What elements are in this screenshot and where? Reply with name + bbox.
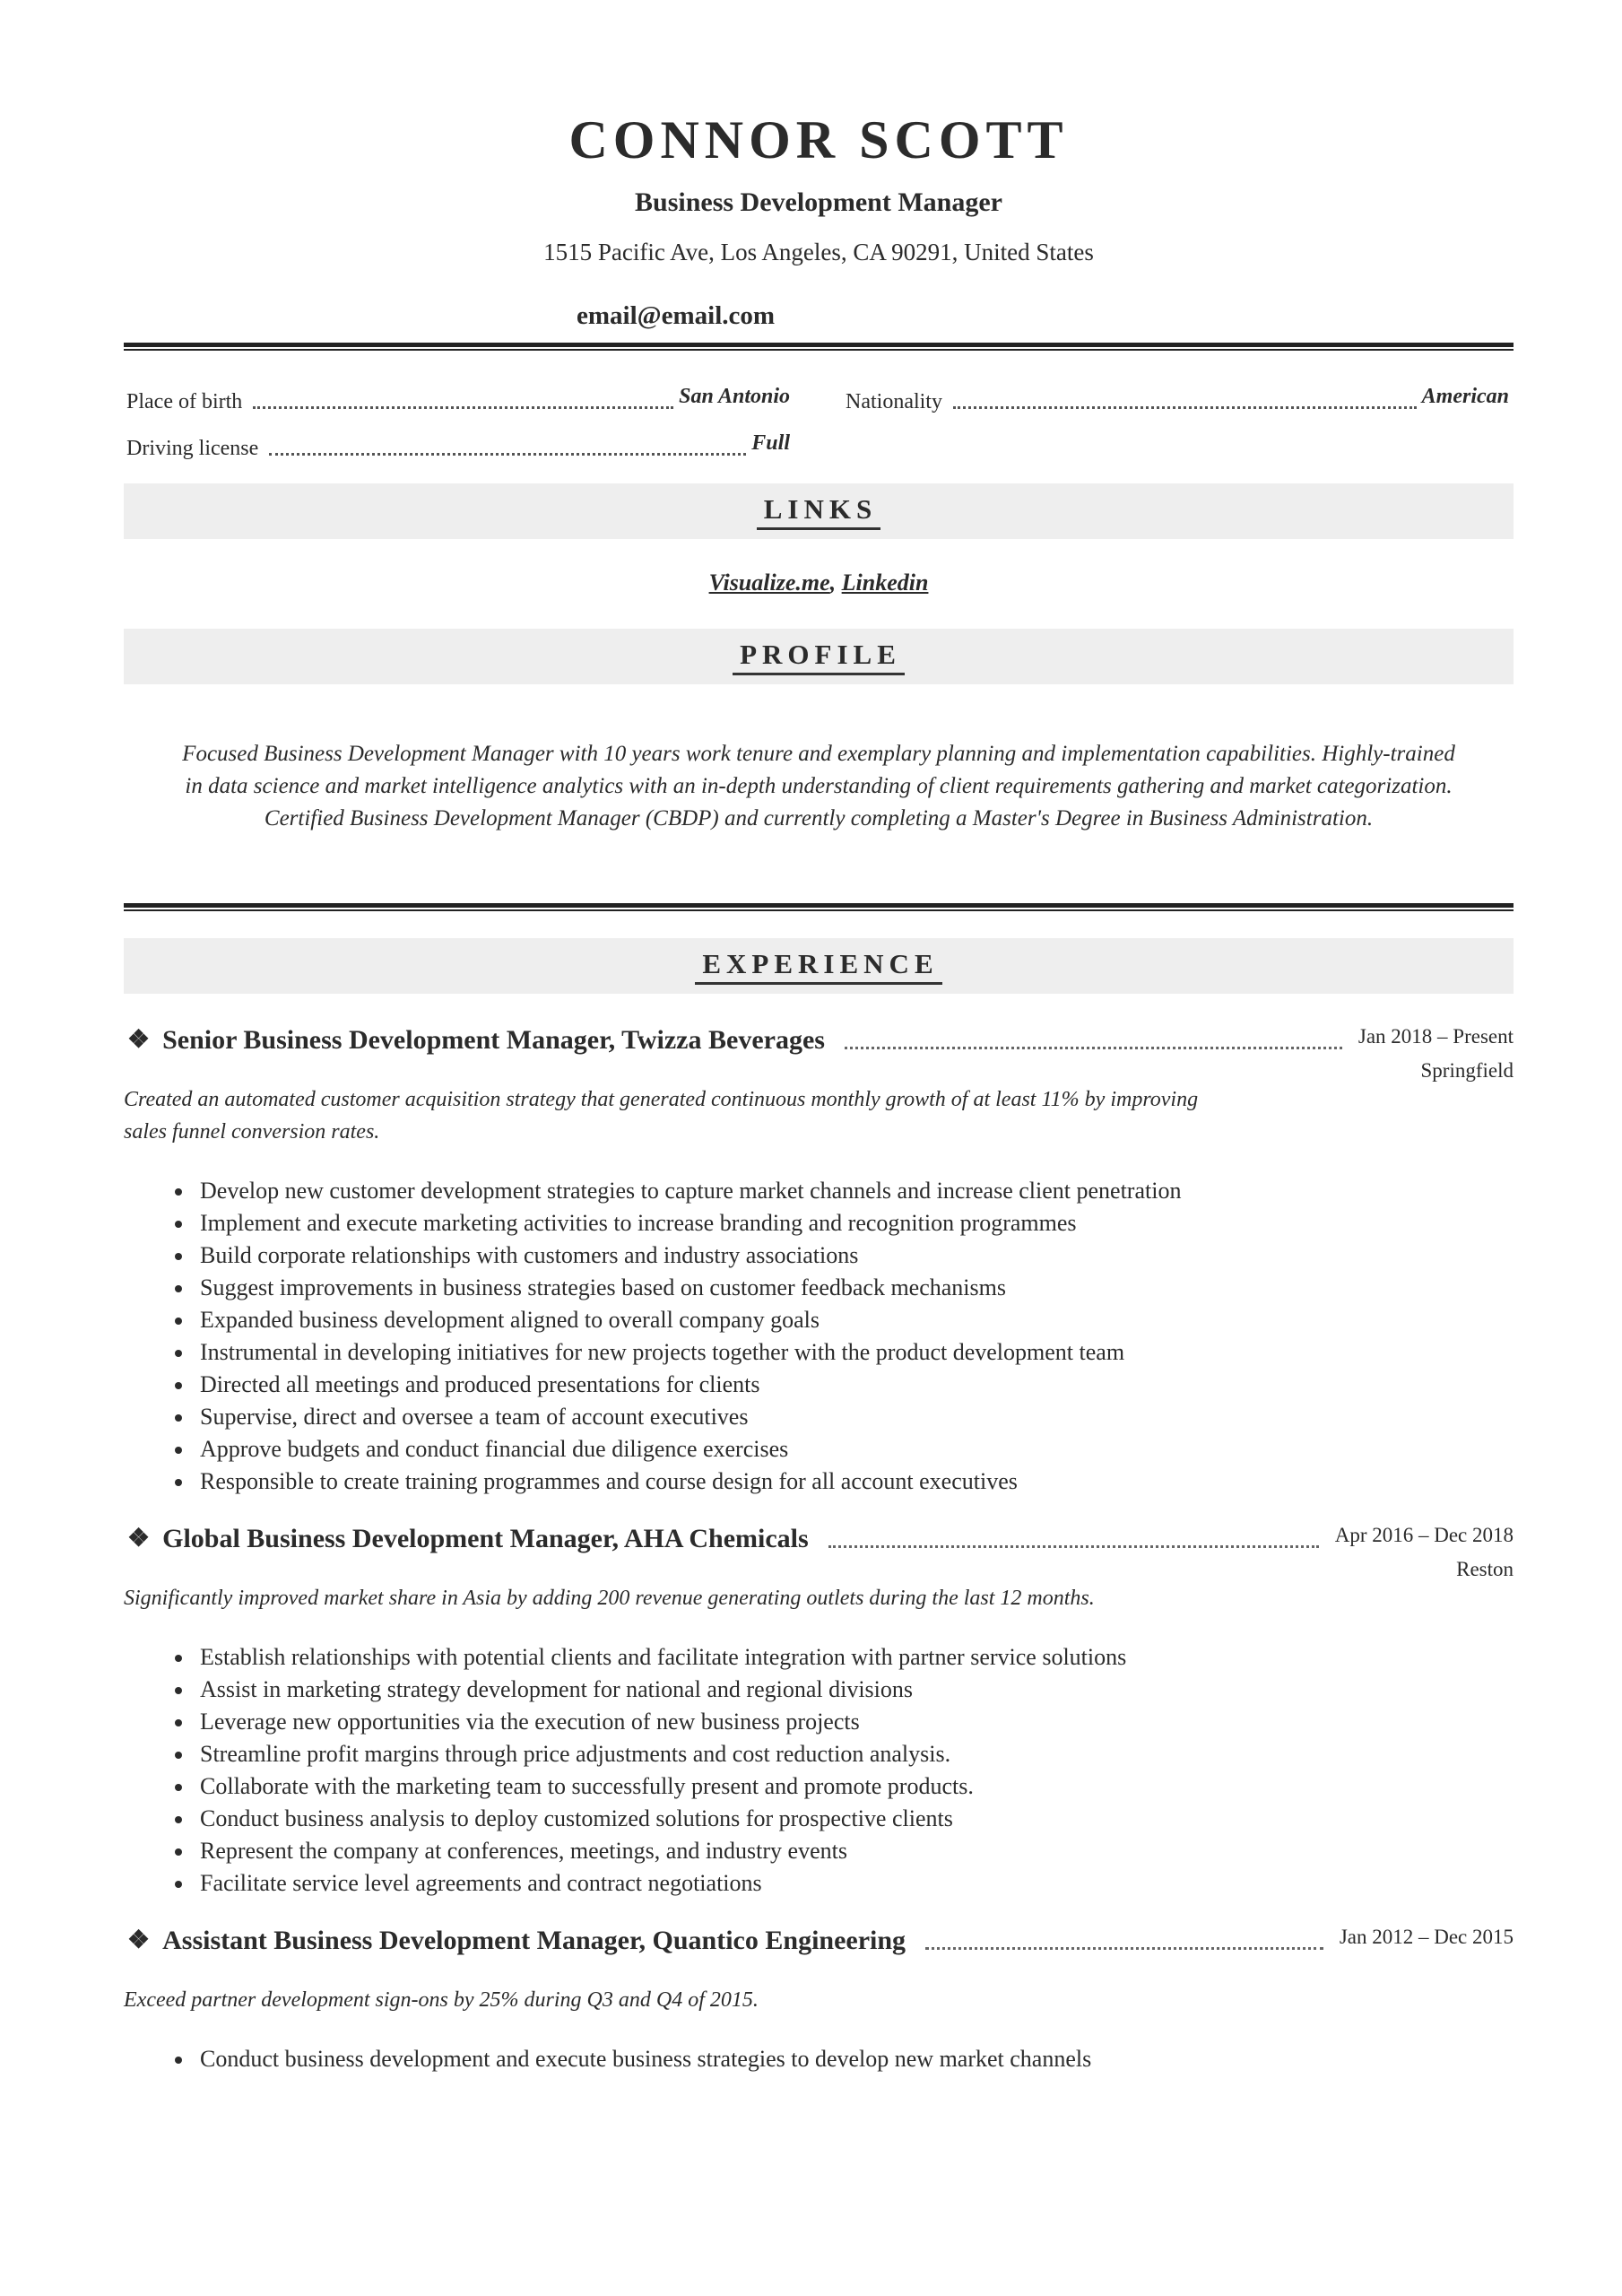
job-title: Global Business Development Manager, AHA Chemicals — [162, 1524, 809, 1553]
links-heading-band — [124, 483, 1514, 539]
fact-value: American — [1421, 385, 1509, 408]
job-location: Springfield — [1420, 1059, 1514, 1082]
job-entry — [124, 1019, 1514, 1498]
job-bullet: • Streamline profit margins through price adjustments and cost reduction analysis. — [195, 1738, 1190, 1770]
job-bullet: • Implement and execute marketing activities to increase branding and recognition programmes — [195, 1207, 1190, 1239]
job-bullet: • Assist in marketing strategy development for national and regional divisions — [195, 1674, 1190, 1706]
section-heading: LINKS — [757, 493, 880, 530]
job-bullets — [124, 1175, 1190, 1498]
job-bullet: • Collaborate with the marketing team to successfully present and promote products. — [195, 1770, 1190, 1803]
job-bullet: • Develop new customer development strategies to capture market channels and increase client penetration — [195, 1175, 1190, 1207]
job-bullet: • Instrumental in developing initiatives for new projects together with the product development team — [195, 1336, 1190, 1369]
divider — [124, 343, 1514, 351]
job-header — [124, 1518, 1514, 1557]
divider — [124, 903, 1514, 911]
fact-value: Full — [751, 431, 790, 455]
job-bullets — [124, 1641, 1190, 1900]
job-bullet: • Responsible to create training programmes and course design for all account executives — [195, 1465, 1190, 1498]
job-summary: Significantly improved market share in Asia by adding 200 revenue generating outlets during the last 12 months. — [124, 1587, 1095, 1610]
job-title: Assistant Business Development Manager, Quantico Engineering — [162, 1926, 906, 1955]
job-bullet: • Conduct business analysis to deploy customized solutions for prospective clients — [195, 1803, 1190, 1835]
profile-text: Focused Business Development Manager with 10 years work tenure and exemplary planning and implementation capabilities. Highly-trained in data science and market intelligence analytics with an in-depth understanding of client requirements gathering and market categorization. Certified Business Development Manager (CBDP) and currently completing a Master's Degree in Business Administration. — [182, 742, 1455, 831]
personal-details — [124, 385, 1514, 483]
job-bullet: • Facilitate service level agreements and contract negotiations — [195, 1867, 1190, 1900]
job-bullet: • Leverage new opportunities via the execution of new business projects — [195, 1706, 1190, 1738]
job-bullet: • Directed all meetings and produced presentations for clients — [195, 1369, 1190, 1401]
candidate-name: CONNOR SCOTT — [568, 110, 1069, 170]
diamond-bullet-icon: ❖ — [127, 1525, 151, 1552]
resume-page — [124, 0, 1514, 2075]
job-header — [124, 1919, 1514, 1959]
diamond-bullet-icon: ❖ — [127, 1026, 151, 1054]
job-bullet: • Build corporate relationships with customers and industry associations — [195, 1239, 1190, 1272]
job-bullet: • Expanded business development aligned to overall company goals — [195, 1304, 1190, 1336]
job-bullet: • Represent the company at conferences, meetings, and industry events — [195, 1835, 1190, 1867]
job-date: Jan 2012 – Dec 2015 — [1339, 1926, 1514, 1948]
job-bullet: • Conduct business development and execute business strategies to develop new market channels — [195, 2043, 1190, 2075]
job-title: Senior Business Development Manager, Twizza Beverages — [162, 1025, 825, 1055]
dot-leader — [953, 406, 1417, 409]
fact-value: San Antonio — [679, 385, 790, 408]
diamond-bullet-icon: ❖ — [127, 1926, 151, 1954]
job-bullets — [124, 2043, 1190, 2075]
email[interactable]: email@email.com — [577, 301, 776, 330]
job-bullet: • Supervise, direct and oversee a team of account executives — [195, 1401, 1190, 1433]
fact-label: Driving license — [126, 437, 259, 460]
place-of-birth — [126, 385, 790, 414]
section-heading: PROFILE — [733, 639, 905, 675]
dot-leader — [925, 1947, 1323, 1950]
profile-heading-band — [124, 629, 1514, 684]
job-bullet: • Suggest improvements in business strategies based on customer feedback mechanisms — [195, 1272, 1190, 1304]
fact-label: Nationality — [846, 390, 942, 413]
driving-license — [126, 431, 790, 461]
job-bullet: • Approve budgets and conduct financial due diligence exercises — [195, 1433, 1190, 1465]
job-date: Apr 2016 – Dec 2018 — [1334, 1524, 1514, 1546]
dot-leader — [828, 1545, 1319, 1548]
dot-leader — [253, 406, 673, 409]
dot-leader — [269, 453, 746, 456]
job-location: Reston — [1456, 1558, 1514, 1580]
fact-label: Place of birth — [126, 390, 243, 413]
experience-list — [124, 1019, 1514, 2075]
job-entry — [124, 1518, 1514, 1900]
link-separator: , — [829, 570, 842, 596]
link-linkedin[interactable]: Linkedin — [841, 570, 929, 596]
candidate-title: Business Development Manager — [635, 187, 1002, 217]
job-entry — [124, 1919, 1514, 2075]
address: 1515 Pacific Ave, Los Angeles, CA 90291, United States — [543, 239, 1094, 265]
nationality — [846, 385, 1509, 414]
job-bullet: • Establish relationships with potential clients and facilitate integration with partner service solutions — [195, 1641, 1190, 1674]
dot-leader — [845, 1047, 1342, 1049]
links-list — [124, 570, 1514, 596]
job-header — [124, 1019, 1514, 1058]
section-heading: EXPERIENCE — [695, 948, 941, 985]
job-summary: Exceed partner development sign-ons by 25% during Q3 and Q4 of 2015. — [124, 1988, 759, 2012]
job-date: Jan 2018 – Present — [1357, 1025, 1514, 1048]
job-summary: Created an automated customer acquisition strategy that generated continuous monthly growth of at least 11% by improving sales funnel conversion rates. — [124, 1088, 1199, 1144]
job-location — [124, 1959, 1514, 1984]
link-visualize-me[interactable]: Visualize.me — [708, 570, 830, 596]
experience-heading-band — [124, 938, 1514, 994]
